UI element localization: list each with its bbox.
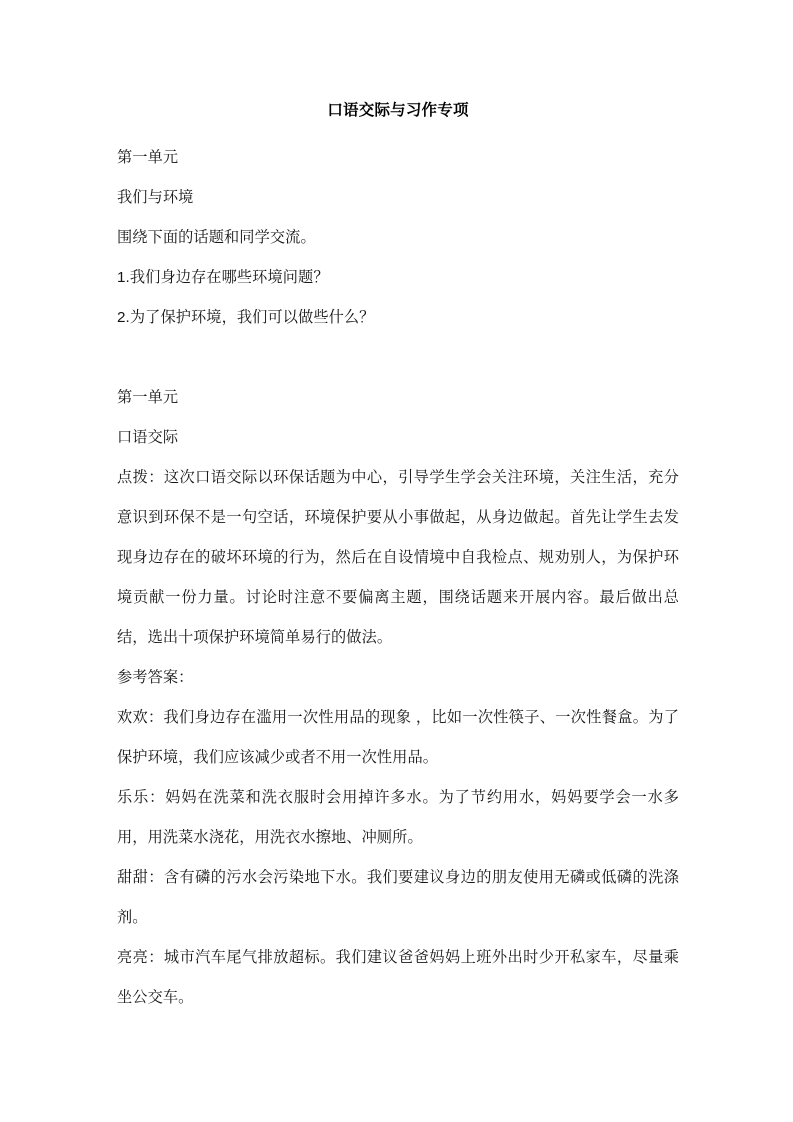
blank-line — [117, 338, 679, 378]
document-body — [117, 96, 679, 1018]
text-paragraph: 乐乐：妈妈在洗菜和洗衣服时会用掉许多水。为了节约用水，妈妈要学会一水多用，用洗菜水浇花，用洗衣水擦地、冲厕所。 — [117, 789, 679, 846]
document-blocks — [117, 138, 679, 1018]
text-line: 参考答案： — [117, 669, 194, 686]
text-paragraph: 欢欢：我们身边存在滥用一次性用品的现象 ，比如一次性筷子、一次性餐盒。为了保护环境，我们应该减少或者不用一次性用品。 — [117, 709, 679, 766]
text-paragraph: 甜甜：含有磷的污水会污染地下水。我们要建议身边的朋友使用无磷或低磷的洗涤剂。 — [117, 869, 679, 926]
page-title: 口语交际与习作专项 — [327, 102, 469, 119]
section-heading: 第一单元 — [117, 389, 179, 406]
text-line: 1.我们身边存在哪些环境问题？ — [117, 269, 329, 286]
text-line: 我们与环境 — [117, 189, 194, 206]
text-paragraph: 亮亮：城市汽车尾气排放超标。我们建议爸爸妈妈上班外出时少开私家车，尽量乘坐公交车。 — [117, 949, 679, 1006]
text-line: 口语交际 — [117, 429, 179, 446]
section-heading: 第一单元 — [117, 149, 179, 166]
text-line: 2.为了保护环境，我们可以做些什么？ — [117, 309, 375, 326]
text-line: 围绕下面的话题和同学交流。 — [117, 229, 316, 246]
text-paragraph: 点拨：这次口语交际以环保话题为中心，引导学生学会关注环境，关注生活，充分意识到环保不是一句空话，环境保护要从小事做起，从身边做起。首先让学生去发现身边存在的破坏环境的行为，然后在自设情境中自我检点、规劝别人，为保护环境贡献一份力量。讨论时注意不要偏离主题，围绕话题来开展内容。最后做出总结，选出十项保护环境简单易行的做法。 — [117, 469, 679, 646]
